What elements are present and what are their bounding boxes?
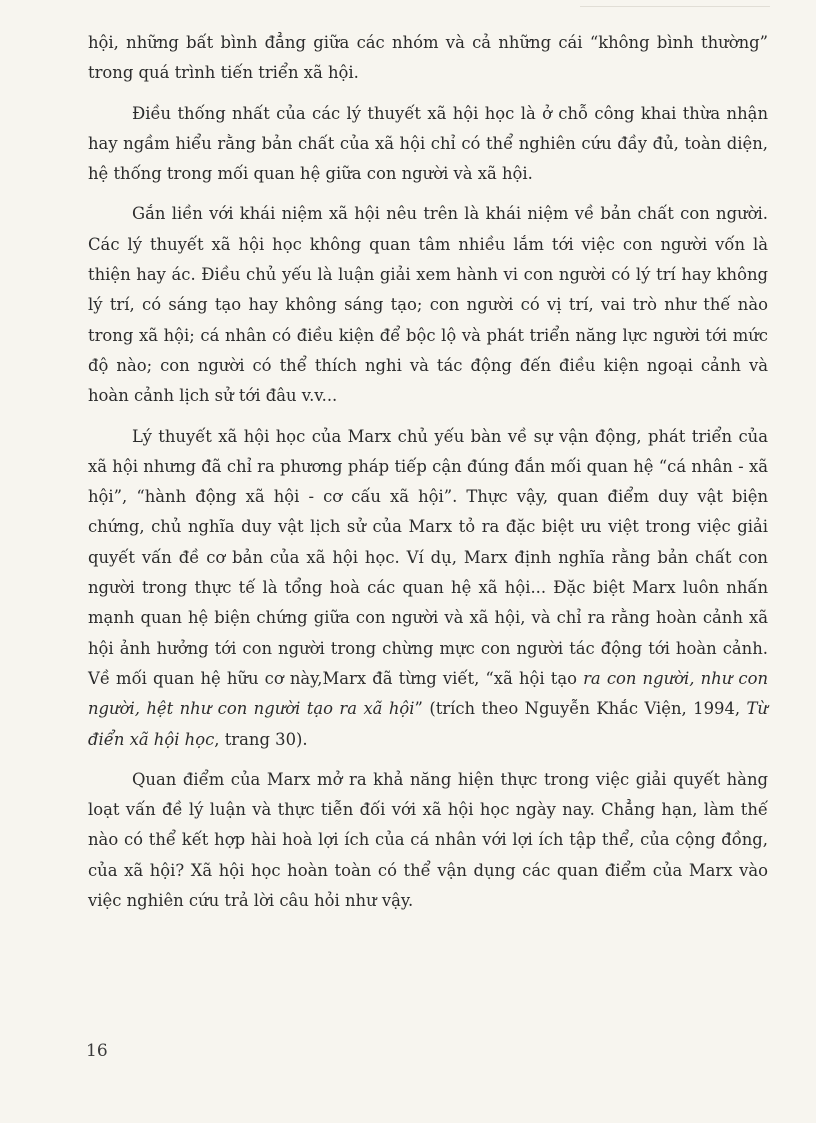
paragraph-4 xyxy=(88,422,768,755)
page-number: 16 xyxy=(86,1041,108,1061)
paragraph-3: Gắn liền với khái niệm xã hội nêu trên là khái niệm về bản chất con người. Các lý thuyết xã hội học không quan tâm nhiều lắm tới việc con người vốn là thiện hay ác. Điều chủ yếu là luận giải xem hành vi con người có lý trí hay không lý trí, có sáng tạo hay không sáng tạo; con người có vị trí, vai trò như thế nào trong xã hội; cá nhân có điều kiện để bộc lộ và phát triển năng lực người tới mức độ nào; con người có thể thích nghi và tác động đến điều kiện ngoại cảnh và hoàn cảnh lịch sử tới đâu v.v... xyxy=(88,204,768,406)
paragraph-4-text-before: Lý thuyết xã hội học của Marx chủ yếu bàn về sự vận động, phát triển của xã hội nhưng đã chỉ ra phương pháp tiếp cận đúng đắn mối quan hệ “cá nhân - xã hội”, “hành động xã hội - cơ cấu xã hội”. Thực vậy, quan điểm duy vật biện chứng, chủ nghĩa duy vật lịch sử của Marx tỏ ra đặc biệt ưu việt trong việc giải quyết vấn đề cơ bản của xã hội học. Ví dụ, Marx định nghĩa rằng bản chất con người trong thực tế là tổng hoà các quan hệ xã hội... Đặc biệt Marx luôn nhấn mạnh quan hệ biện chứng giữa con người và xã hội, và chỉ ra rằng hoàn cảnh xã hội ảnh hưởng tới con người trong chừng mực con người tác động tới hoàn cảnh. Về mối quan hệ hữu cơ này,Marx đã từng viết, “xã hội tạo xyxy=(88,426,768,688)
body-text xyxy=(88,28,768,926)
citation-source: Từ điển xã hội học xyxy=(88,699,768,749)
page-edge-rule xyxy=(580,6,770,7)
paragraph-5: Quan điểm của Marx mở ra khả năng hiện thực trong việc giải quyết hàng loạt vấn đề lý luận và thực tiễn đối với xã hội học ngày nay. Chẳng hạn, làm thế nào có thể kết hợp hài hoà lợi ích của cá nhân với lợi ích tập thể, của cộng đồng, của xã hội? Xã hội học hoàn toàn có thể vận dụng các quan điểm của Marx vào việc nghiên cứu trả lời câu hỏi như vậy. xyxy=(88,769,768,911)
citation-text: ” (trích theo Nguyễn Khắc Viện, 1994, xyxy=(414,699,747,719)
citation-page: , trang 30). xyxy=(214,729,308,749)
marx-quote: ra con người, như con người, hệt như con người tạo ra xã hội xyxy=(88,668,769,719)
paragraph-2: Điều thống nhất của các lý thuyết xã hội học là ở chỗ công khai thừa nhận hay ngầm hiểu rằng bản chất của xã hội chỉ có thể nghiên cứu đầy đủ, toàn diện, hệ thống trong mối quan hệ giữa con người và xã hội. xyxy=(88,103,768,184)
paragraph-1: hội, những bất bình đẳng giữa các nhóm và cả những cái “không bình thường” trong quá trình tiến triển xã hội. xyxy=(88,33,768,83)
